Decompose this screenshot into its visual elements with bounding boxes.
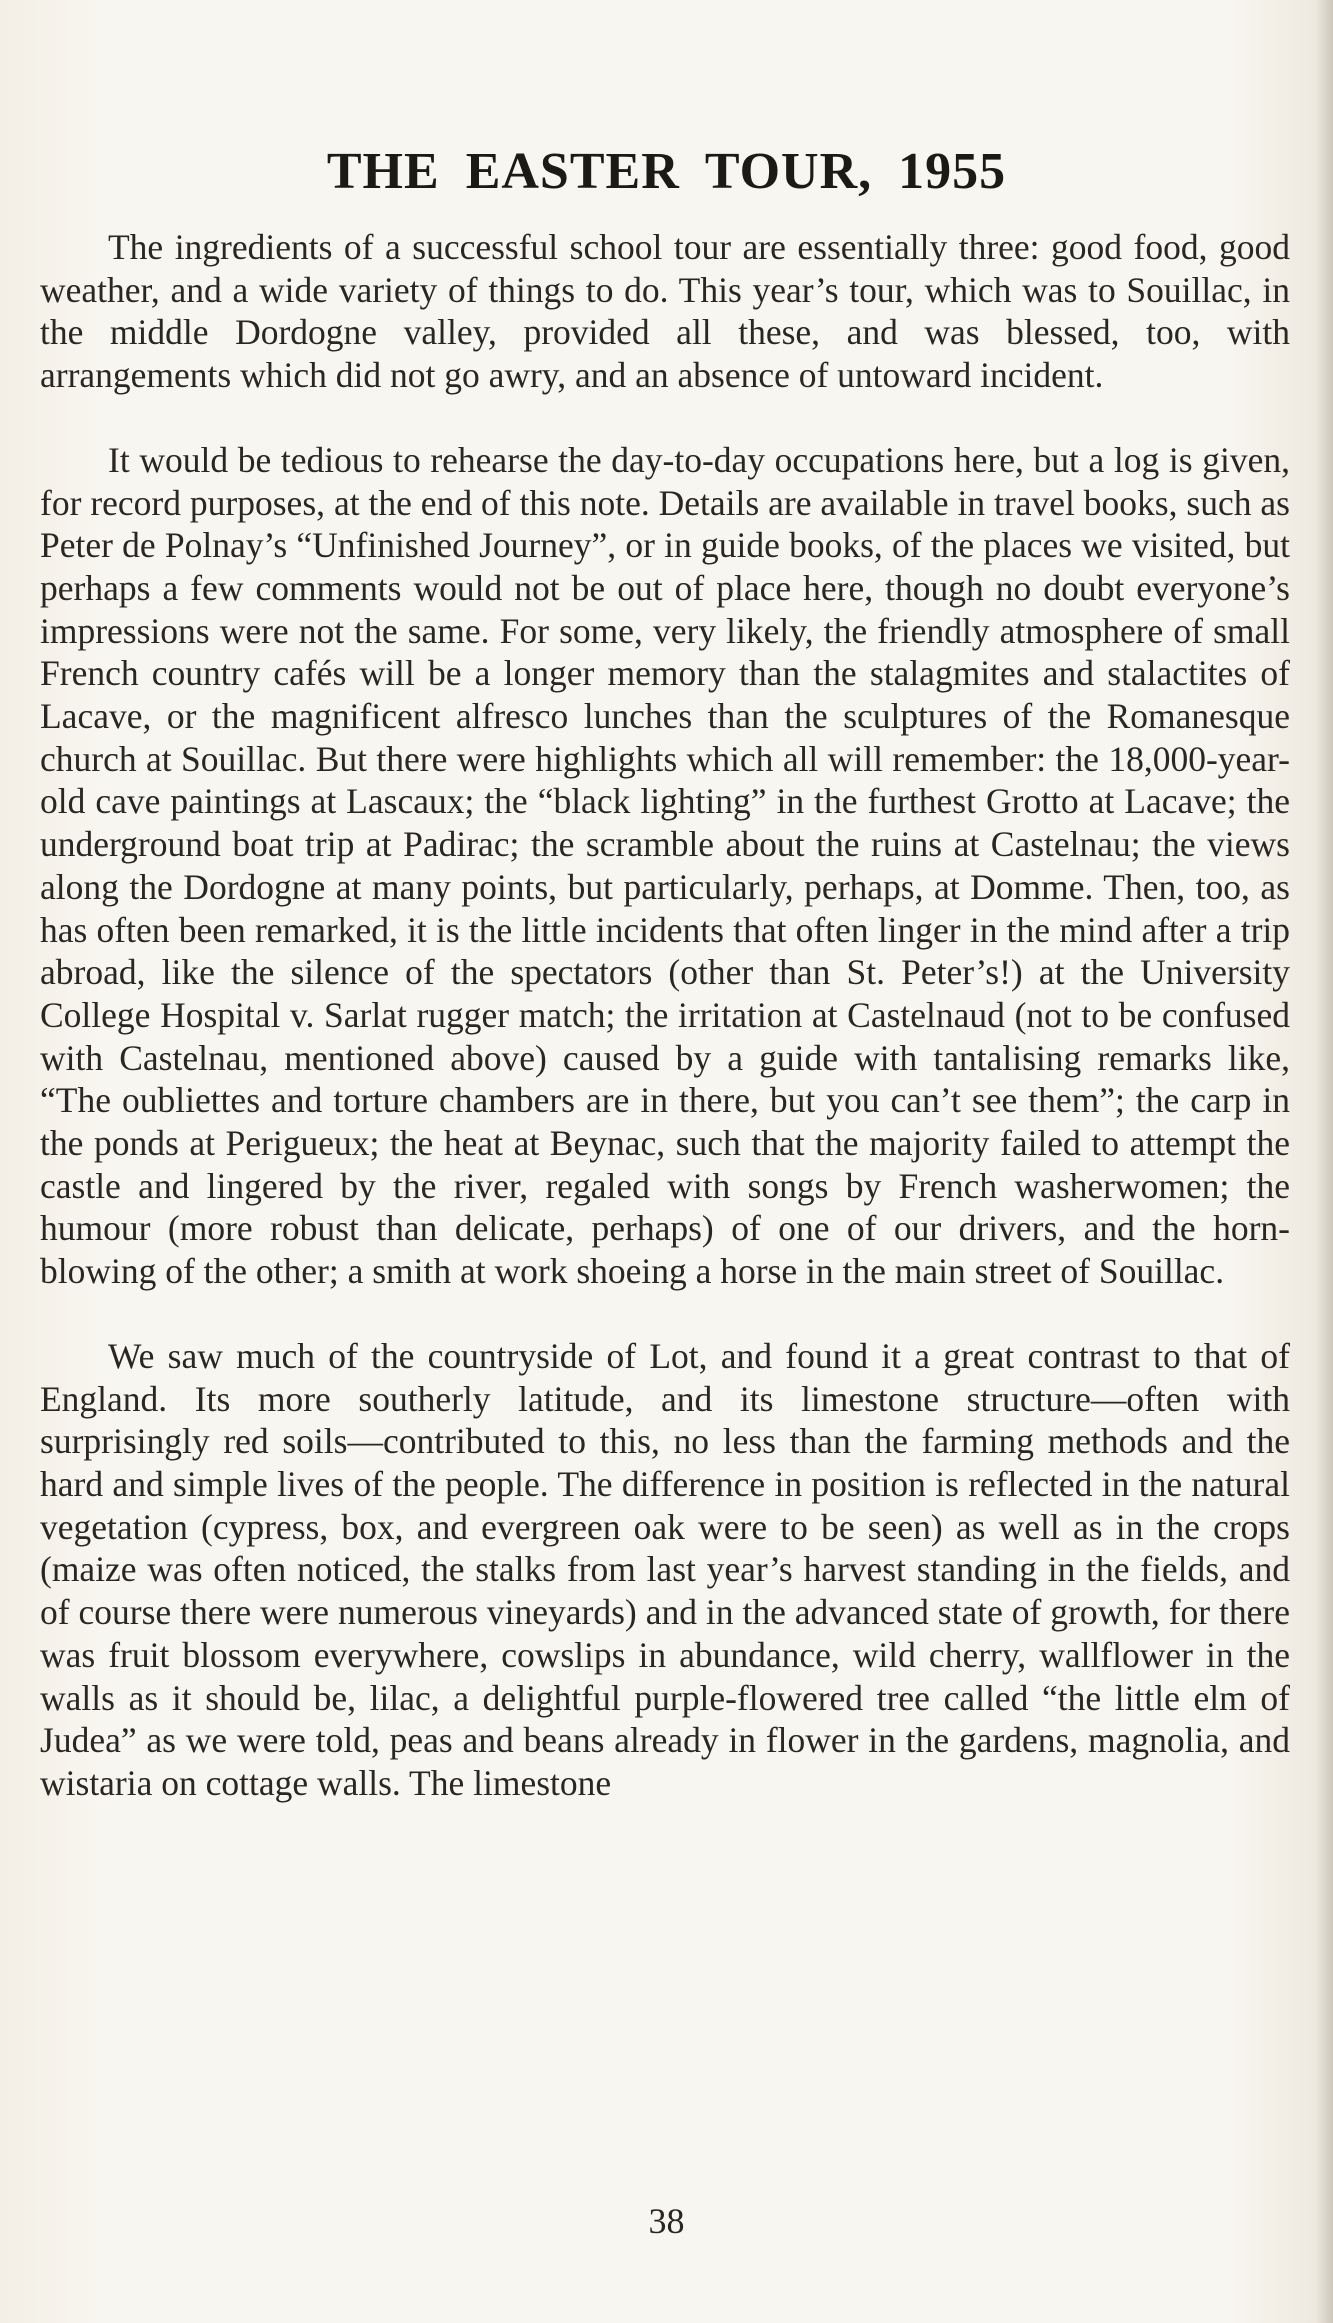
body-text xyxy=(40,226,1290,1805)
page-title: THE EASTER TOUR, 1955 xyxy=(326,143,1007,200)
paragraph-countryside: We saw much of the countryside of Lot, and found it a great contrast to that of England. Its more southerly latitude, and its limestone structure—often with surprisingly red soils—contributed to this, no less than the farming methods and the hard and simple lives of the people. The difference in position is reflected in the natural vegetation (cypress, box, and evergreen oak were to be seen) as well as in the crops (maize was often noticed, the stalks from last year’s harvest standing in the fields, and of course there were numerous vineyards) and in the advanced state of growth, for there was fruit blossom everywhere, cowslips in abundance, wild cherry, wallflower in the walls as it should be, lilac, a delightful purple-flowered tree called “the little elm of Judea” as we were told, peas and beans already in flower in the gardens, magnolia, and wistaria on cottage walls. The limestone xyxy=(40,1335,1290,1803)
page-number: 38 xyxy=(648,2201,685,2241)
page-spine-shadow xyxy=(1315,0,1333,2323)
paragraph-intro: The ingredients of a successful school tour are essentially three: good food, good weather, and a wide variety of things to do. This year’s tour, which was to Souillac, in the middle Dordogne valley, provided all these, and was blessed, too, with arrangements which did not go awry, and an absence of untoward incident. xyxy=(40,227,1290,396)
paragraph-highlights: It would be tedious to rehearse the day-to-day occupations here, but a log is given, for record purposes, at the end of this note. Details are available in travel books, such as Peter de Polnay’s “Unfinished Journey”, or in guide books, of the places we visited, but perhaps a few comments would not be out of place here, though no doubt everyone’s impressions were not the same. For some, very likely, the friendly atmosphere of small French country cafés will be a longer memory than the stalagmites and stalactites of Lacave, or the magnificent alfresco lunches than the sculptures of the Romanesque church at Souillac. But there were highlights which all will remember: the 18,000-year-old cave paintings at Lascaux; the “black lighting” in the furthest Grotto at Lacave; the underground boat trip at Padirac; the scramble about the ruins at Castelnau; the views along the Dordogne at many points, but particularly, perhaps, at Domme. Then, too, as has often been remarked, it is the little incidents that often linger in the mind after a trip abroad, like the silence of the spectators (other than St. Peter’s!) at the University College Hospital v. Sarlat rugger match; the irritation at Castelnaud (not to be confused with Castelnau, mentioned above) caused by a guide with tantalising remarks like, “The oubliettes and torture chambers are in there, but you can’t see them”; the carp in the ponds at Perigueux; the heat at Beynac, such that the majority failed to attempt the castle and lingered by the river, regaled with songs by French washerwomen; the humour (more robust than delicate, perhaps) of one of our drivers, and the horn-blowing of the other; a smith at work shoeing a horse in the main street of Souillac. xyxy=(40,439,1290,1292)
